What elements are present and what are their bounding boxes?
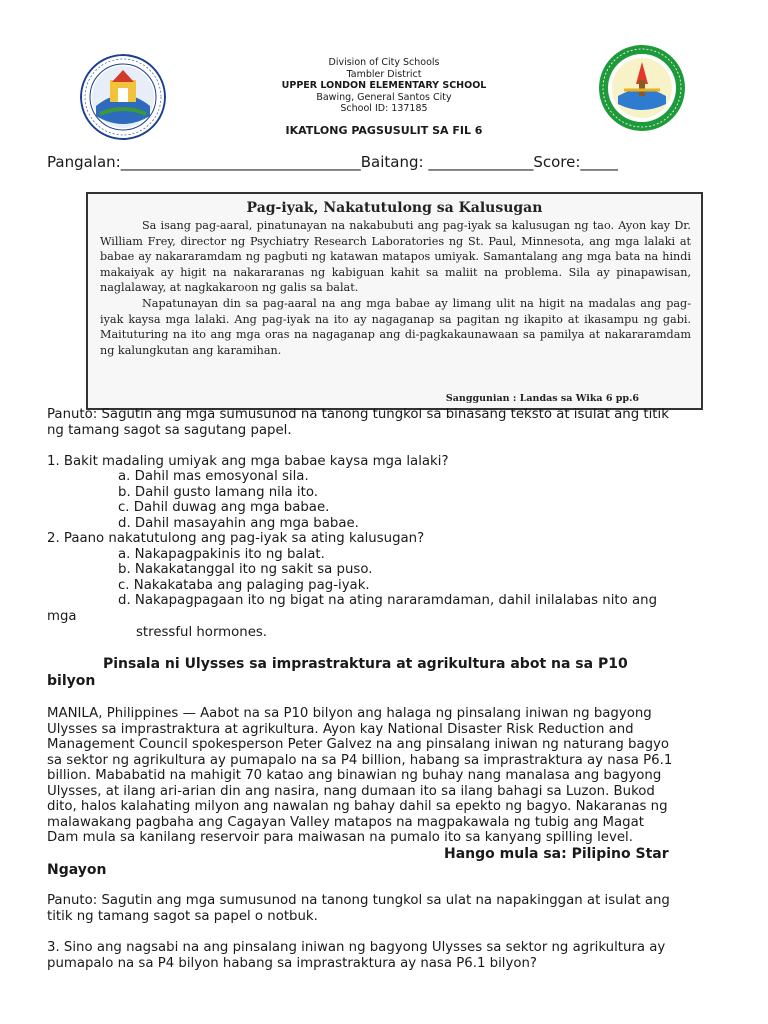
article-source: Hango mula sa: Pilipino Star <box>444 846 669 862</box>
q2-choice-b: b. Nakakatanggal ito ng sakit sa puso. <box>118 562 373 577</box>
district-name: Tambler District <box>346 68 422 80</box>
question-1: 1. Bakit madaling umiyak ang mga babae kaysa mga lalaki? <box>47 454 449 469</box>
exam-title: IKATLONG PAGSUSULIT SA FIL 6 <box>285 124 483 137</box>
q2-choice-a: a. Nakapagpakinis ito ng balat. <box>118 547 325 562</box>
article-line: billion. Mababatid na mahigit 70 katao ang binawian ng buhay nang manalasa ang bagyong <box>47 768 662 783</box>
q2-choice-c: c. Nakakataba ang palaging pag-iyak. <box>118 578 370 593</box>
q2-choice-d: d. Nakapagpagaan ito ng bigat na ating nararamdaman, dahil inilalabas nito ang <box>118 593 658 608</box>
article-line: Dam mula sa kanilang reservoir para maiwasan na pumalo ito sa kanyang spilling level. <box>47 830 633 845</box>
article-source-cont: Ngayon <box>47 862 107 878</box>
q1-choice-c: c. Dahil duwag ang mga babae. <box>118 500 330 515</box>
school-address: Bawing, General Santos City <box>316 91 452 103</box>
instructions-1-line-2: ng tamang sagot sa sagutang papel. <box>47 423 292 438</box>
school-name: UPPER LONDON ELEMENTARY SCHOOL <box>281 80 487 91</box>
question-3-cont: pumapalo na sa P4 bilyon habang sa imprastraktura ay nasa P6.1 bilyon? <box>47 956 537 971</box>
q2-choice-d-continued-2: stressful hormones. <box>136 625 268 640</box>
passage-source: Sanggunian : Landas sa Wika 6 pp.6 <box>445 393 639 404</box>
instructions-2-line-2: titik ng tamang sagot sa papel o notbuk. <box>47 909 318 924</box>
article-line: dito, halos kalahating milyon ang nawalan ng bahay dahil sa epekto ng bagyo. Nakaranas ng <box>47 799 668 814</box>
school-header <box>0 57 768 115</box>
question-2: 2. Paano nakatutulong ang pag-iyak sa ating kalusugan? <box>47 531 425 546</box>
article-line: sa sektor ng agrikultura ay pumapalo na sa P4 billion, habang sa imprastraktura ay nasa P6.1 <box>47 753 673 768</box>
grade-field[interactable]: ______________ <box>428 153 534 171</box>
article-headline: Pinsala ni Ulysses sa imprastraktura at agrikultura abot na sa P10 <box>103 656 628 672</box>
score-field[interactable]: _____ <box>580 153 618 171</box>
grade-label: Baitang: <box>360 153 424 171</box>
reading-passage-image <box>86 192 703 410</box>
passage-paragraph-1: Sa isang pag-aaral, pinatunayan na nakabubuti ang pag-iyak sa kalusugan ng tao. Ayon kay Dr. William Frey, director ng Psychiatry Research Laboratories ng St. Paul, Minnesota, ang mga lalaki at babae ay nakararamdam ng pagbuti ng katawan matapos umiyak. Samantalang ang mga bata na hindi makaiyak ay higit na nakararanas ng kabiguan kahit sa maliit na problema. Sila ay pinapawisan, naglalaway, at nagkakaroon ng galis sa balat. <box>100 219 691 295</box>
passage-body <box>88 216 701 358</box>
article-line: MANILA, Philippines — Aabot na sa P10 bilyon ang halaga ng pinsalang iniwan ng bagyong <box>47 706 652 721</box>
question-3: 3. Sino ang nagsabi na ang pinsalang iniwan ng bagyong Ulysses sa sektor ng agrikultura ay <box>47 940 666 955</box>
school-id: School ID: 137185 <box>340 103 428 114</box>
passage-title: Pag-iyak, Nakatutulong sa Kalusugan <box>246 200 543 216</box>
name-label: Pangalan: <box>47 153 121 171</box>
article-line: Ulysses, at ilang ari-arian din ang nasira, nang dumaan ito sa ilang bahagi sa Luzon. Bukod <box>47 784 655 799</box>
article-line: malawakang pagbaha ang Cagayan Valley matapos na magpakawala ng tubig ang Magat <box>47 815 644 830</box>
q2-choice-d-continued: mga <box>47 609 77 624</box>
q1-choice-b: b. Dahil gusto lamang nila ito. <box>118 485 318 500</box>
instructions-1-line-1: Panuto: Sagutin ang mga sumusunod na tanong tungkol sa binasang teksto at isulat ang titik <box>47 407 669 422</box>
student-info-line <box>47 153 618 171</box>
article-headline-cont: bilyon <box>47 673 96 689</box>
q1-choice-d: d. Dahil masayahin ang mga babae. <box>118 516 359 531</box>
score-label: Score: <box>533 153 581 171</box>
article-line: Ulysses sa imprastraktura at agrikultura. Ayon kay National Disaster Risk Reduction and <box>47 722 634 737</box>
division-name: Division of City Schools <box>328 57 440 68</box>
name-field[interactable]: ________________________________ <box>120 153 361 171</box>
passage-paragraph-2: Napatunayan din sa pag-aaral na ang mga babae ay limang ulit na higit na madalas ang pag-iyak kaysa mga lalaki. Ang pag-iyak na ito ay nagaganap sa pagitan ng ikapito at ikasampu ng gabi. Maituturing na ito ang mga oras na nagaganap ang di-pagkakaunawaan sa pamilya at nakararamdam ng kalungkutan ang karamihan. <box>100 296 691 357</box>
q1-choice-a: a. Dahil mas emosyonal sila. <box>118 469 309 484</box>
instructions-2-line-1: Panuto: Sagutin ang mga sumusunod na tanong tungkol sa ulat na napakinggan at isulat ang <box>47 893 670 908</box>
article-line: Management Council spokesperson Peter Galvez na ang pinsalang iniwan ng naturang bagyo <box>47 737 670 752</box>
